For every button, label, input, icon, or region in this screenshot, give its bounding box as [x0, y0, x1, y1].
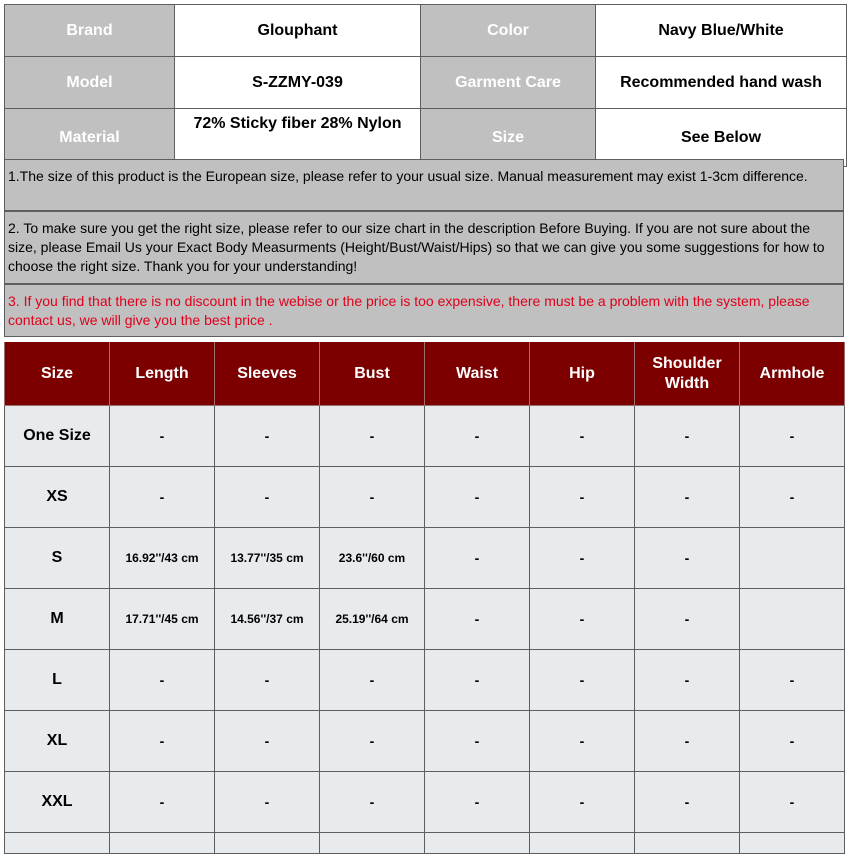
- garment-care-label: Garment Care: [421, 57, 596, 109]
- column-header-bust: Bust: [320, 342, 425, 406]
- sleeves-cell: -: [215, 406, 320, 467]
- sleeves-cell: 14.56''/37 cm: [215, 589, 320, 650]
- hip-cell: -: [530, 650, 635, 711]
- length-cell: 16.92''/43 cm: [110, 528, 215, 589]
- material-value: 72% Sticky fiber 28% Nylon: [175, 109, 421, 167]
- waist-cell: -: [425, 711, 530, 772]
- bust-cell: 23.6''/60 cm: [320, 528, 425, 589]
- shoulder-width-cell: -: [635, 406, 740, 467]
- model-label: Model: [5, 57, 175, 109]
- size-row: [5, 528, 845, 589]
- brand-label: Brand: [5, 5, 175, 57]
- shoulder-width-cell: -: [635, 589, 740, 650]
- info-row: [5, 109, 847, 167]
- bust-cell: 25.19''/64 cm: [320, 589, 425, 650]
- waist-cell: -: [425, 650, 530, 711]
- length-cell: -: [110, 650, 215, 711]
- waist-cell: -: [425, 589, 530, 650]
- armhole-cell: -: [740, 772, 845, 833]
- sleeves-cell: -: [215, 772, 320, 833]
- pricing-note: 3. If you find that there is no discount in the webise or the price is too expensive, there must be a problem with the system, please contact us, we will give you the best price .: [4, 284, 844, 337]
- bust-cell: -: [320, 772, 425, 833]
- hip-cell: -: [530, 528, 635, 589]
- bust-cell: -: [320, 711, 425, 772]
- shoulder-width-cell: -: [635, 772, 740, 833]
- length-cell: -: [110, 467, 215, 528]
- length-cell: -: [110, 772, 215, 833]
- sleeves-cell: -: [215, 711, 320, 772]
- empty-cell: [5, 833, 110, 854]
- color-label: Color: [421, 5, 596, 57]
- column-header-size: Size: [5, 342, 110, 406]
- size-name-cell: L: [5, 650, 110, 711]
- size-chart-table: [4, 342, 845, 854]
- size-row: [5, 467, 845, 528]
- column-header-sleeves: Sleeves: [215, 342, 320, 406]
- product-info-table: [4, 4, 847, 167]
- sleeves-cell: -: [215, 650, 320, 711]
- size-row: [5, 589, 845, 650]
- size-row-partial: [5, 833, 845, 854]
- empty-cell: [740, 833, 845, 854]
- shoulder-width-cell: -: [635, 528, 740, 589]
- column-header-waist: Waist: [425, 342, 530, 406]
- armhole-cell: -: [740, 650, 845, 711]
- brand-value: Glouphant: [175, 5, 421, 57]
- garment-care-value: Recommended hand wash: [596, 57, 847, 109]
- waist-cell: -: [425, 772, 530, 833]
- column-header-armhole: Armhole: [740, 342, 845, 406]
- armhole-cell: -: [740, 406, 845, 467]
- empty-cell: [215, 833, 320, 854]
- waist-cell: -: [425, 467, 530, 528]
- empty-cell: [425, 833, 530, 854]
- size-name-cell: XS: [5, 467, 110, 528]
- model-value: S-ZZMY-039: [175, 57, 421, 109]
- size-value: See Below: [596, 109, 847, 167]
- length-cell: -: [110, 406, 215, 467]
- bust-cell: -: [320, 467, 425, 528]
- hip-cell: -: [530, 406, 635, 467]
- armhole-cell: [740, 528, 845, 589]
- length-cell: -: [110, 711, 215, 772]
- sleeves-cell: -: [215, 467, 320, 528]
- size-note: 1.The size of this product is the European size, please refer to your usual size. Manual measurement may exist 1-3cm difference.: [4, 159, 844, 211]
- column-header-shoulder-width: Shoulder Width: [635, 342, 740, 406]
- empty-cell: [110, 833, 215, 854]
- sleeves-cell: 13.77''/35 cm: [215, 528, 320, 589]
- shoulder-width-cell: -: [635, 711, 740, 772]
- hip-cell: -: [530, 711, 635, 772]
- info-row: [5, 57, 847, 109]
- armhole-cell: [740, 589, 845, 650]
- size-name-cell: XXL: [5, 772, 110, 833]
- size-label: Size: [421, 109, 596, 167]
- shoulder-width-cell: -: [635, 650, 740, 711]
- size-name-cell: XL: [5, 711, 110, 772]
- size-row: [5, 772, 845, 833]
- column-header-hip: Hip: [530, 342, 635, 406]
- size-row: [5, 711, 845, 772]
- hip-cell: -: [530, 772, 635, 833]
- size-row: [5, 406, 845, 467]
- size-name-cell: S: [5, 528, 110, 589]
- size-name-cell: M: [5, 589, 110, 650]
- empty-cell: [530, 833, 635, 854]
- color-value: Navy Blue/White: [596, 5, 847, 57]
- size-name-cell: One Size: [5, 406, 110, 467]
- armhole-cell: -: [740, 711, 845, 772]
- info-row: [5, 5, 847, 57]
- bust-cell: -: [320, 406, 425, 467]
- size-chart-header-row: [5, 342, 845, 406]
- waist-cell: -: [425, 528, 530, 589]
- size-row: [5, 650, 845, 711]
- material-label: Material: [5, 109, 175, 167]
- bust-cell: -: [320, 650, 425, 711]
- armhole-cell: -: [740, 467, 845, 528]
- length-cell: 17.71''/45 cm: [110, 589, 215, 650]
- shoulder-width-cell: -: [635, 467, 740, 528]
- hip-cell: -: [530, 467, 635, 528]
- empty-cell: [320, 833, 425, 854]
- hip-cell: -: [530, 589, 635, 650]
- size-chart-advice-note: 2. To make sure you get the right size, please refer to our size chart in the description Before Buying. If you are not sure about the size, please Email Us your Exact Body Measurments (Height/Bust/Waist/Hips) so that we can give you some suggestions for how to choose the right size. Thank you for your understanding!: [4, 211, 844, 284]
- waist-cell: -: [425, 406, 530, 467]
- column-header-length: Length: [110, 342, 215, 406]
- empty-cell: [635, 833, 740, 854]
